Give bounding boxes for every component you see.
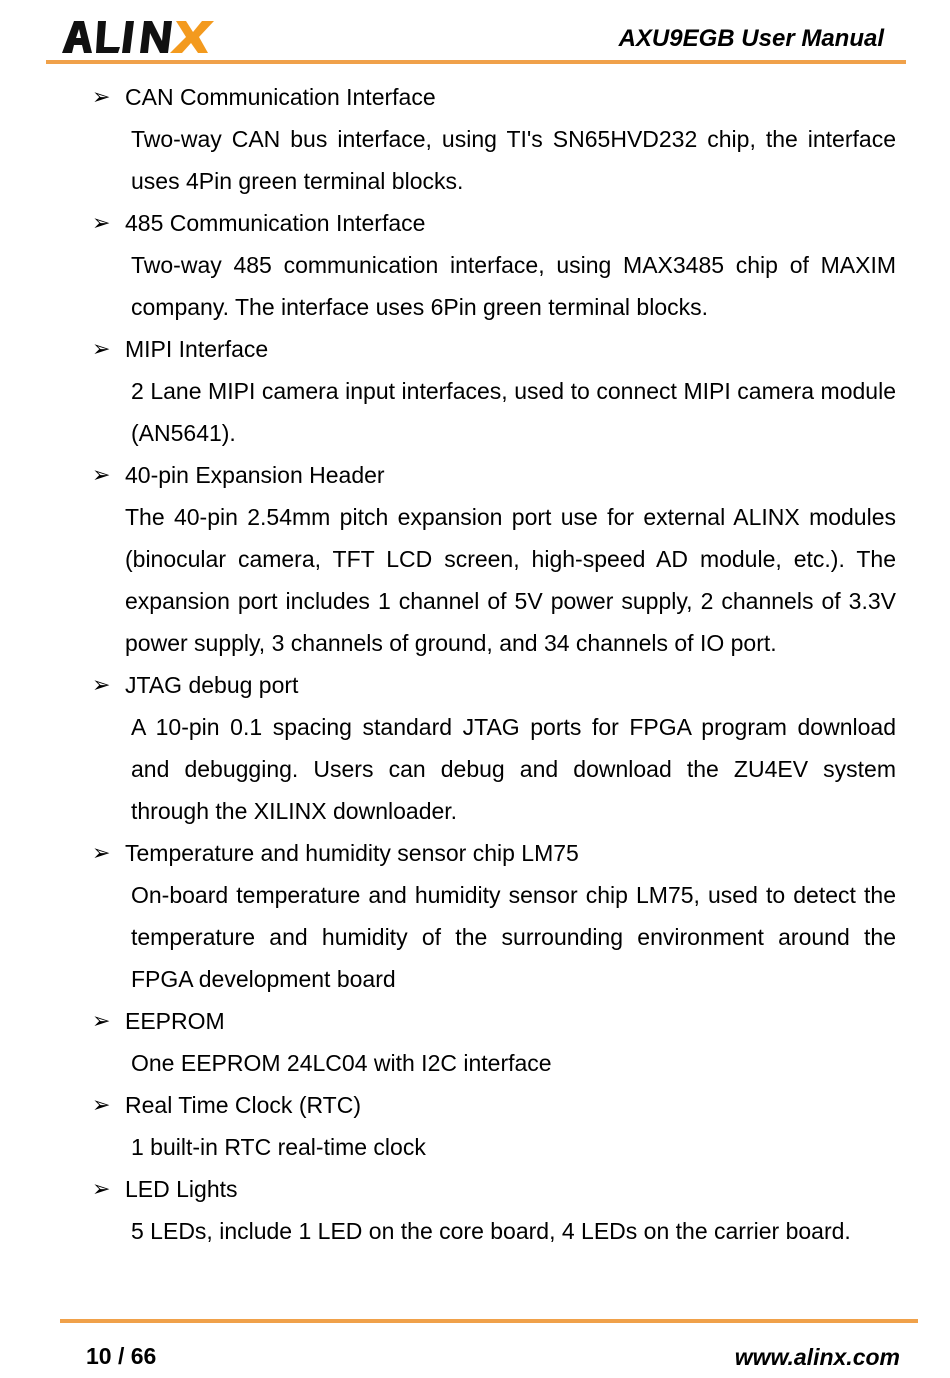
item-title: [0, 1000, 950, 1042]
item-title: [0, 328, 950, 370]
item-title: [0, 76, 950, 118]
item-description: Two-way 485 communication interface, using MAX3485 chip of MAXIM company. The interface uses 6Pin green terminal blocks.: [131, 252, 896, 320]
item-description: One EEPROM 24LC04 with I2C interface: [131, 1050, 552, 1076]
document-title: AXU9EGB User Manual: [618, 25, 884, 52]
item-title-text: Real Time Clock (RTC): [125, 1092, 361, 1118]
item-title-text: LED Lights: [125, 1176, 238, 1202]
arrow-bullet-icon: ➢: [92, 672, 111, 697]
item-title-text: JTAG debug port: [125, 672, 299, 698]
arrow-bullet-icon: ➢: [92, 1008, 111, 1033]
item-description: 1 built-in RTC real-time clock: [131, 1134, 426, 1160]
item-title: [0, 454, 950, 496]
item-description: On-board temperature and humidity sensor chip LM75, used to detect the temperature and humidity of the surrounding environment around the FPGA development board: [131, 882, 896, 992]
page-number: 10 / 66: [86, 1343, 157, 1369]
arrow-bullet-icon: ➢: [92, 210, 111, 235]
item-description: 5 LEDs, include 1 LED on the core board, 4 LEDs on the carrier board.: [131, 1218, 851, 1244]
item-title-text: CAN Communication Interface: [125, 84, 436, 110]
item-title: [0, 202, 950, 244]
alinx-logo: [60, 17, 220, 57]
item-title-text: MIPI Interface: [125, 336, 269, 362]
item-description: Two-way CAN bus interface, using TI's SN65HVD232 chip, the interface uses 4Pin green terminal blocks.: [131, 126, 896, 194]
item-title-text: 485 Communication Interface: [125, 210, 426, 236]
feature-list: [0, 76, 950, 1252]
item-title-text: EEPROM: [125, 1008, 225, 1034]
item-title: [0, 1168, 950, 1210]
item-title: [0, 832, 950, 874]
item-title: [0, 1084, 950, 1126]
header-divider: [46, 60, 906, 64]
arrow-bullet-icon: ➢: [92, 840, 111, 865]
item-description: The 40-pin 2.54mm pitch expansion port use for external ALINX modules (binocular camera, TFT LCD screen, high-speed AD module, etc.). The expansion port includes 1 channel of 5V power supply, 2 channels of 3.3V power supply, 3 channels of ground, and 34 channels of IO port.: [125, 504, 896, 656]
item-title: [0, 664, 950, 706]
arrow-bullet-icon: ➢: [92, 462, 111, 487]
website-link[interactable]: www.alinx.com: [734, 1344, 900, 1370]
arrow-bullet-icon: ➢: [92, 1092, 111, 1117]
arrow-bullet-icon: ➢: [92, 336, 111, 361]
item-description: A 10-pin 0.1 spacing standard JTAG ports for FPGA program download and debugging. Users can debug and download the ZU4EV system through the XILINX downloader.: [131, 714, 896, 824]
arrow-bullet-icon: ➢: [92, 1176, 111, 1201]
arrow-bullet-icon: ➢: [92, 84, 111, 109]
item-description: 2 Lane MIPI camera input interfaces, used to connect MIPI camera module (AN5641).: [131, 378, 896, 446]
item-title-text: 40-pin Expansion Header: [125, 462, 385, 488]
item-title-text: Temperature and humidity sensor chip LM75: [125, 840, 579, 866]
footer-divider: [60, 1319, 918, 1323]
